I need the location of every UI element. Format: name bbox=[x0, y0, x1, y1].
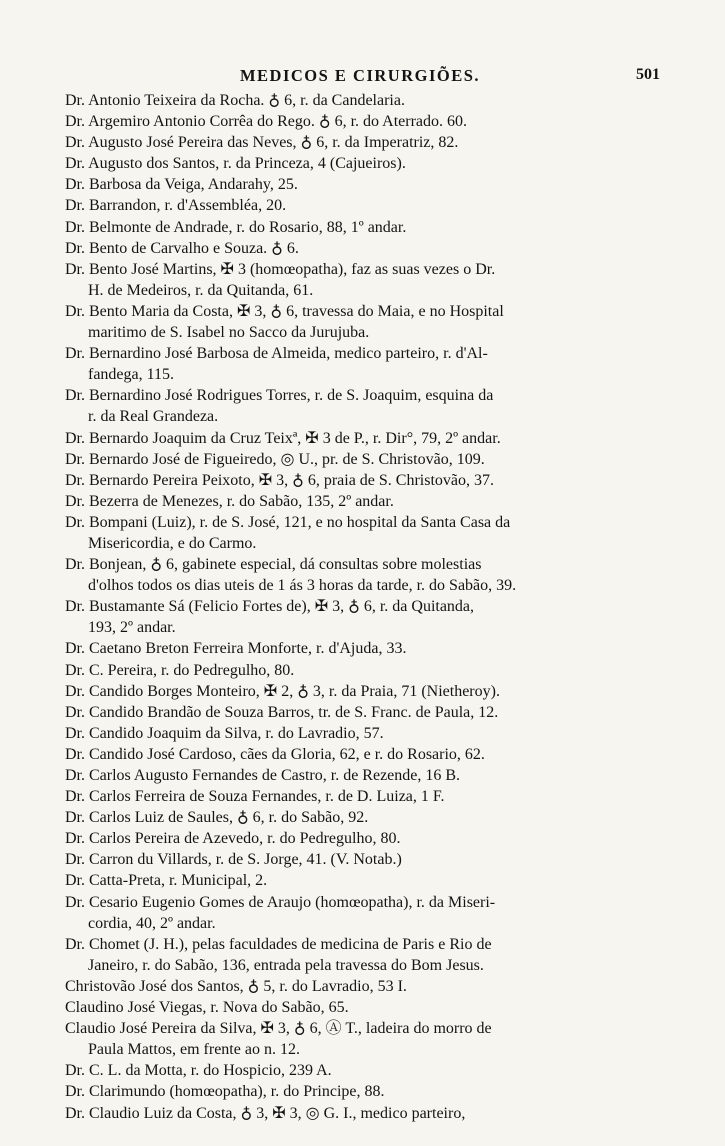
entry-line-continued: Janeiro, r. do Sabão, 136, entrada pela travessa do Bom Jesus. bbox=[88, 956, 484, 974]
entry-line-continued: r. da Real Grandeza. bbox=[88, 408, 219, 426]
list-item bbox=[65, 1081, 648, 1102]
entry-line-first: Dr. Carron du Villards, r. de S. Jorge, 41. (V. Notab.) bbox=[65, 851, 402, 869]
list-item bbox=[65, 217, 648, 238]
list-item bbox=[65, 90, 648, 111]
entry-line-continued: cordia, 40, 2º andar. bbox=[88, 914, 216, 932]
list-item bbox=[65, 849, 648, 870]
list-item bbox=[65, 892, 648, 934]
entry-line-first: Dr. Bernardo José de Figueiredo, ◎ U., pr. de S. Christovão, 109. bbox=[65, 450, 485, 468]
page-header bbox=[60, 66, 660, 90]
entry-line-first: Dr. Cesario Eugenio Gomes de Araujo (homœopatha), r. da Miseri- bbox=[65, 893, 496, 911]
page-number: 501 bbox=[636, 66, 660, 83]
list-item bbox=[65, 449, 648, 470]
list-item bbox=[65, 491, 648, 512]
list-item bbox=[65, 554, 648, 596]
list-item bbox=[65, 786, 648, 807]
list-item bbox=[65, 997, 648, 1018]
list-item bbox=[65, 512, 648, 554]
entry-line-first: Dr. Caetano Breton Ferreira Monforte, r. d'Ajuda, 33. bbox=[65, 640, 407, 658]
entry-line-first: Dr. Candido Borges Monteiro, ✠ 2, ♁ 3, r. da Praia, 71 (Nietheroy). bbox=[65, 682, 500, 700]
entry-line-first: Claudino José Viegas, r. Nova do Sabão, 65. bbox=[65, 999, 349, 1017]
entry-line-first: Dr. Carlos Luiz de Saules, ♁ 6, r. do Sabão, 92. bbox=[65, 809, 369, 827]
entry-line-first: Christovão José dos Santos, ♁ 5, r. do Lavradio, 53 I. bbox=[65, 977, 407, 995]
entry-line-first: Dr. Augusto dos Santos, r. da Princeza, 4 (Cajueiros). bbox=[65, 155, 406, 173]
entry-line-first: Dr. Bompani (Luiz), r. de S. José, 121, e no hospital da Santa Casa da bbox=[65, 513, 511, 531]
entry-line-first: Dr. Bento de Carvalho e Souza. ♁ 6. bbox=[65, 239, 299, 257]
list-item bbox=[65, 870, 648, 891]
entry-line-first: Dr. Bustamante Sá (Felicio Fortes de), ✠ 3, ♁ 6, r. da Quitanda, bbox=[65, 598, 475, 616]
list-item bbox=[65, 1103, 648, 1124]
list-item bbox=[65, 1018, 648, 1060]
entry-line-first: Dr. Candido Joaquim da Silva, r. do Lavradio, 57. bbox=[65, 724, 384, 742]
entry-line-first: Dr. Bento Maria da Costa, ✠ 3, ♁ 6, travessa do Maia, e no Hospital bbox=[65, 302, 504, 320]
entry-line-first: Dr. Bezerra de Menezes, r. do Sabão, 135, 2º andar. bbox=[65, 492, 394, 510]
entry-line-continued: fandega, 115. bbox=[88, 366, 175, 384]
list-item bbox=[65, 681, 648, 702]
entry-line-first: Dr. Barrandon, r. d'Assembléa, 20. bbox=[65, 197, 287, 215]
entry-line-first: Dr. Carlos Augusto Fernandes de Castro, r. de Rezende, 16 B. bbox=[65, 767, 461, 784]
list-item bbox=[65, 153, 648, 174]
entry-line-continued: H. de Medeiros, r. da Quitanda, 61. bbox=[88, 281, 314, 299]
entry-line-first: Dr. Candido Brandão de Souza Barros, tr. de S. Franc. de Paula, 12. bbox=[65, 703, 499, 721]
list-item bbox=[65, 470, 648, 491]
list-item bbox=[65, 744, 648, 765]
entry-line-first: Dr. Bonjean, ♁ 6, gabinete especial, dá consultas sobre molestias bbox=[65, 556, 482, 574]
entry-line-first: Dr. Bento José Martins, ✠ 3 (homœopatha), faz as suas vezes o Dr. bbox=[65, 260, 496, 278]
entry-line-continued: Misericordia, e do Carmo. bbox=[88, 534, 257, 552]
list-item bbox=[65, 343, 648, 385]
entry-line-first: Claudio José Pereira da Silva, ✠ 3, ♁ 6, Ⓐ T., ladeira do morro de bbox=[65, 1020, 492, 1038]
list-item bbox=[65, 385, 648, 427]
list-item bbox=[65, 428, 648, 449]
list-item bbox=[65, 765, 648, 786]
entry-line-first: Dr. C. L. da Motta, r. do Hospicio, 239 A. bbox=[65, 1062, 332, 1080]
entry-line-first: Dr. Antonio Teixeira da Rocha. ♁ 6, r. da Candelaria. bbox=[65, 92, 405, 109]
entry-line-first: Dr. Belmonte de Andrade, r. do Rosario, 88, 1º andar. bbox=[65, 218, 407, 236]
entry-line-first: Dr. Catta-Preta, r. Municipal, 2. bbox=[65, 872, 268, 890]
entry-line-continued: Paula Mattos, em frente ao n. 12. bbox=[88, 1041, 300, 1059]
entry-line-first: Dr. Chomet (J. H.), pelas faculdades de medicina de Paris e Rio de bbox=[65, 935, 492, 953]
entry-line-first: Dr. Augusto José Pereira das Neves, ♁ 6, r. da Imperatriz, 82. bbox=[65, 134, 459, 152]
entry-line-first: Dr. Carlos Pereira de Azevedo, r. do Pedregulho, 80. bbox=[65, 830, 401, 848]
list-item bbox=[65, 238, 648, 259]
list-item bbox=[65, 111, 648, 132]
list-item bbox=[65, 301, 648, 343]
entry-line-first: Dr. Bernardino José Rodrigues Torres, r. de S. Joaquim, esquina da bbox=[65, 387, 494, 405]
entry-line-first: Dr. Claudio Luiz da Costa, ♁ 3, ✠ 3, ◎ G. I., medico parteiro, bbox=[65, 1104, 466, 1122]
list-item bbox=[65, 828, 648, 849]
list-item bbox=[65, 660, 648, 681]
list-item bbox=[65, 934, 648, 976]
list-item bbox=[65, 723, 648, 744]
entry-line-first: Dr. Candido José Cardoso, cães da Gloria, 62, e r. do Rosario, 62. bbox=[65, 745, 485, 763]
entry-line-first: Dr. Clarimundo (homœopatha), r. do Principe, 88. bbox=[65, 1083, 385, 1101]
list-item bbox=[65, 807, 648, 828]
entry-line-first: Dr. C. Pereira, r. do Pedregulho, 80. bbox=[65, 661, 295, 679]
entry-line-continued: d'olhos todos os dias uteis de 1 ás 3 horas da tarde, r. do Sabão, 39. bbox=[88, 577, 517, 595]
list-item bbox=[65, 638, 648, 659]
entry-line-first: Dr. Argemiro Antonio Corrêa do Rego. ♁ 6, r. do Aterrado. 60. bbox=[65, 113, 468, 131]
list-item bbox=[65, 976, 648, 997]
entry-line-first: Dr. Barbosa da Veiga, Andarahy, 25. bbox=[65, 176, 298, 194]
entry-line-first: Dr. Carlos Ferreira de Souza Fernandes, r. de D. Luiza, 1 F. bbox=[65, 788, 445, 806]
entry-line-continued: maritimo de S. Isabel no Sacco da Jurujuba. bbox=[88, 324, 370, 342]
list-item bbox=[65, 174, 648, 195]
entry-line-first: Dr. Bernardo Joaquim da Cruz Teixª, ✠ 3 de P., r. Dir°, 79, 2º andar. bbox=[65, 429, 501, 447]
entry-line-first: Dr. Bernardino José Barbosa de Almeida, medico parteiro, r. d'Al- bbox=[65, 345, 488, 363]
list-item bbox=[65, 195, 648, 216]
list-item bbox=[65, 702, 648, 723]
list-item bbox=[65, 132, 648, 153]
list-item bbox=[65, 1060, 648, 1081]
entry-list bbox=[65, 90, 648, 1124]
entry-line-first: Dr. Bernardo Pereira Peixoto, ✠ 3, ♁ 6, praia de S. Christovão, 37. bbox=[65, 471, 495, 489]
list-item bbox=[65, 259, 648, 301]
page-title: MEDICOS E CIRURGIÕES. bbox=[239, 66, 481, 85]
entry-line-continued: 193, 2º andar. bbox=[88, 619, 176, 637]
list-item bbox=[65, 596, 648, 638]
